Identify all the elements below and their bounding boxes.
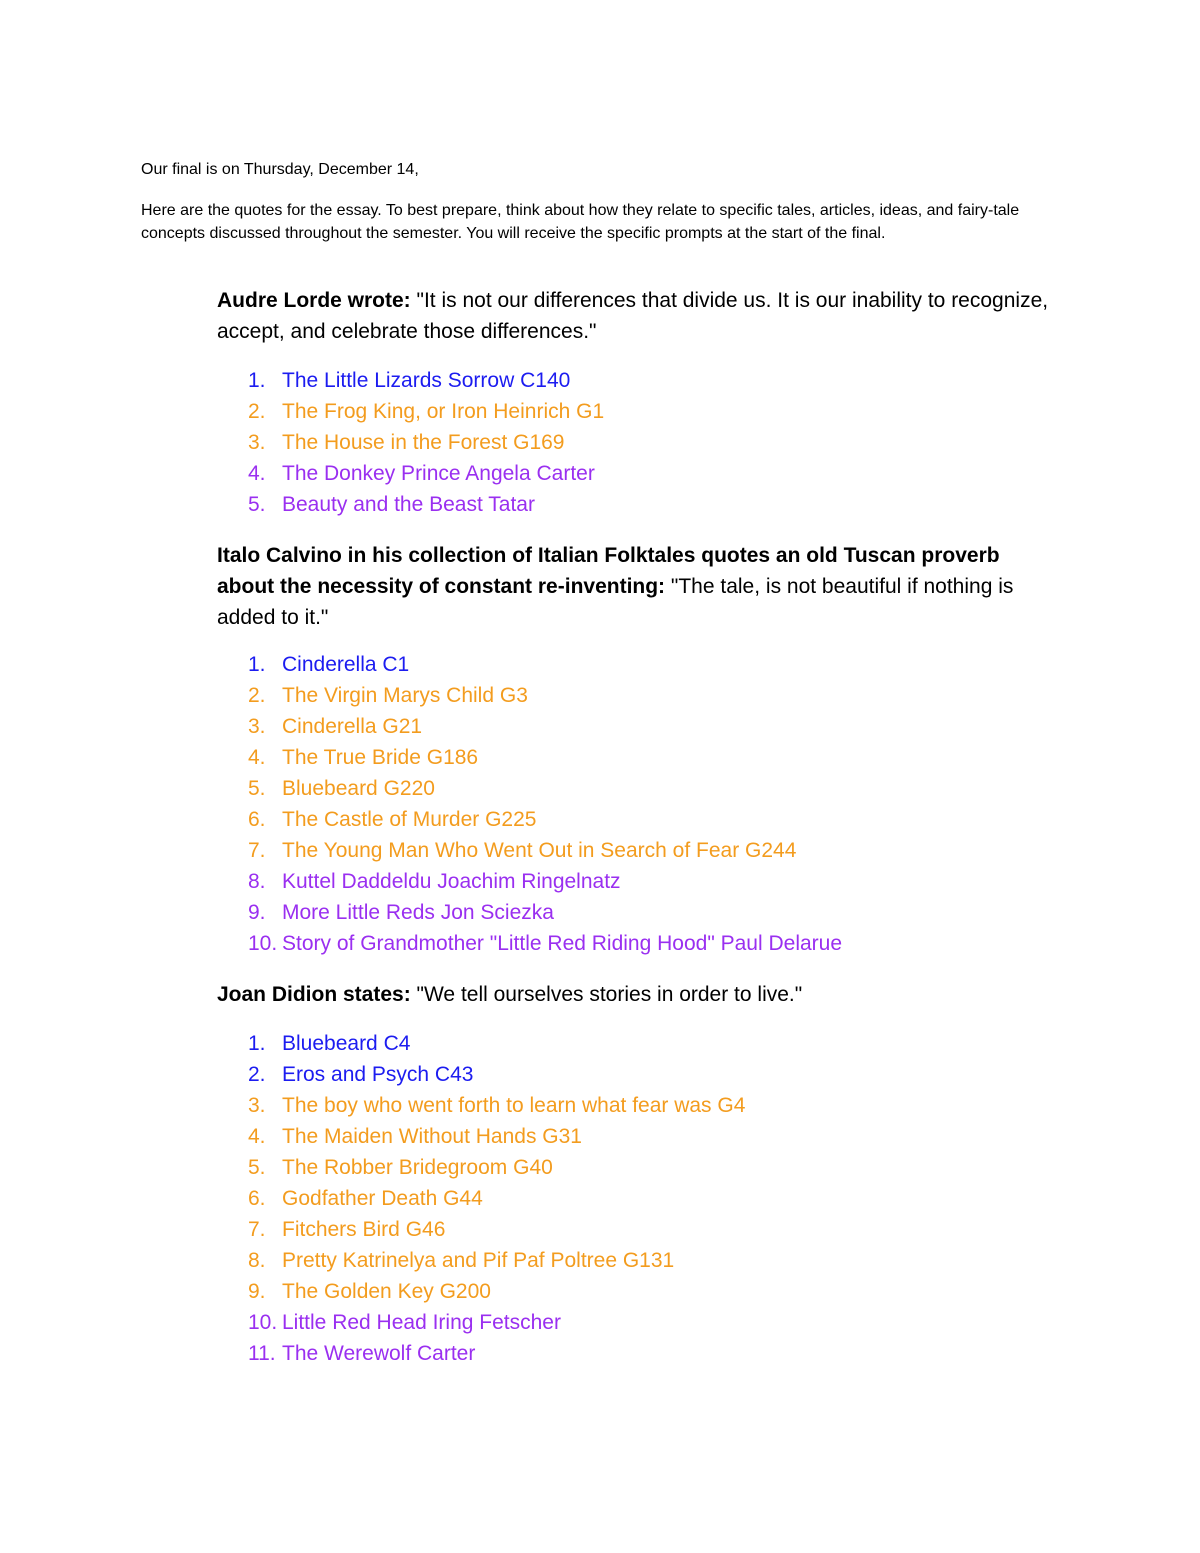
list-item	[217, 835, 1057, 866]
list-item-number: 10.	[248, 932, 278, 955]
list-item	[217, 742, 1057, 773]
list-item	[217, 1338, 1057, 1369]
list-item-number: 1.	[248, 1032, 266, 1055]
list-item-title: The Robber Bridegroom G40	[282, 1156, 553, 1179]
quote-section-didion	[217, 979, 1057, 1369]
list-item-number: 10.	[248, 1311, 278, 1334]
list-item-title: The Golden Key G200	[282, 1280, 491, 1303]
list-item-title: Cinderella C1	[282, 653, 410, 676]
list-item-number: 3.	[248, 431, 266, 454]
list-item-number: 4.	[248, 1125, 266, 1148]
list-item-title: The Maiden Without Hands G31	[282, 1125, 582, 1148]
tale-list	[217, 1028, 1057, 1369]
list-item-number: 6.	[248, 1187, 266, 1210]
list-item	[217, 365, 1057, 396]
quote-paragraph	[217, 979, 1057, 1010]
list-item-title: Pretty Katrinelya and Pif Paf Poltree G131	[282, 1249, 675, 1272]
list-item	[217, 458, 1057, 489]
list-item-title: The Little Lizards Sorrow C140	[282, 369, 571, 392]
quote-text: "It is not our differences that divide us. It is our inability to recognize, accept, and celebrate those differences."	[217, 289, 1049, 343]
list-item-title: Little Red Head Iring Fetscher	[282, 1311, 561, 1334]
list-item-number: 7.	[248, 839, 266, 862]
list-item-title: Godfather Death G44	[282, 1187, 483, 1210]
list-item	[217, 1152, 1057, 1183]
list-item	[217, 1121, 1057, 1152]
list-item-title: Bluebeard C4	[282, 1032, 411, 1055]
list-item	[217, 1028, 1057, 1059]
list-item-number: 2.	[248, 1063, 266, 1086]
quote-text: "The tale, is not beautiful if nothing is added to it."	[217, 575, 1014, 629]
list-item	[217, 680, 1057, 711]
list-item-title: The Donkey Prince Angela Carter	[282, 462, 595, 485]
list-item	[217, 897, 1057, 928]
list-item-number: 4.	[248, 462, 266, 485]
list-item-number: 9.	[248, 901, 266, 924]
quote-section-calvino	[217, 540, 1057, 959]
list-item-title: More Little Reds Jon Sciezka	[282, 901, 554, 924]
list-item	[217, 1214, 1057, 1245]
list-item-title: The boy who went forth to learn what fear was G4	[282, 1094, 746, 1117]
list-item	[217, 711, 1057, 742]
list-item	[217, 1307, 1057, 1338]
list-item-title: The House in the Forest G169	[282, 431, 565, 454]
list-item	[217, 427, 1057, 458]
list-item-title: Kuttel Daddeldu Joachim Ringelnatz	[282, 870, 621, 893]
list-item-title: The True Bride G186	[282, 746, 479, 769]
list-item-number: 9.	[248, 1280, 266, 1303]
list-item-title: The Virgin Marys Child G3	[282, 684, 528, 707]
tale-list	[217, 649, 1057, 959]
list-item-number: 3.	[248, 1094, 266, 1117]
quote-author-lead: Italo Calvino in his collection of Italian Folktales quotes an old Tuscan proverb about the necessity of constant re-inventing:	[217, 544, 1000, 598]
intro-paragraph: Here are the quotes for the essay. To best prepare, think about how they relate to specific tales, articles, ideas, and fairy-tale concepts discussed throughout the semester. You will receive the specific prompts at the start of the final.	[141, 202, 1020, 242]
list-item-number: 7.	[248, 1218, 266, 1241]
list-item-number: 5.	[248, 493, 266, 516]
list-item-number: 1.	[248, 653, 266, 676]
list-item-title: Fitchers Bird G46	[282, 1218, 446, 1241]
list-item-number: 1.	[248, 369, 266, 392]
list-item-number: 3.	[248, 715, 266, 738]
list-item-title: Bluebeard G220	[282, 777, 435, 800]
quote-author-lead: Joan Didion states:	[217, 983, 411, 1006]
list-item-number: 8.	[248, 870, 266, 893]
list-item-number: 6.	[248, 808, 266, 831]
list-item	[217, 1059, 1057, 1090]
list-item-number: 11.	[248, 1342, 276, 1365]
list-item-title: Story of Grandmother "Little Red Riding Hood" Paul Delarue	[282, 932, 843, 955]
list-item	[217, 1245, 1057, 1276]
list-item	[217, 489, 1057, 520]
list-item-number: 2.	[248, 400, 266, 423]
tale-list	[217, 365, 1057, 520]
list-item	[217, 1183, 1057, 1214]
list-item-number: 4.	[248, 746, 266, 769]
list-item-number: 8.	[248, 1249, 266, 1272]
list-item	[217, 866, 1057, 897]
list-item-number: 5.	[248, 1156, 266, 1179]
list-item	[217, 396, 1057, 427]
list-item	[217, 773, 1057, 804]
list-item-title: The Castle of Murder G225	[282, 808, 537, 831]
list-item-title: The Werewolf Carter	[282, 1342, 476, 1365]
list-item-title: Eros and Psych C43	[282, 1063, 474, 1086]
list-item	[217, 649, 1057, 680]
list-item-title: The Frog King, or Iron Heinrich G1	[282, 400, 605, 423]
quote-paragraph	[217, 285, 1057, 347]
list-item-title: Cinderella G21	[282, 715, 423, 738]
list-item	[217, 1276, 1057, 1307]
list-item	[217, 804, 1057, 835]
quote-author-lead: Audre Lorde wrote:	[217, 289, 411, 312]
quote-section-lorde	[217, 285, 1057, 520]
final-date-line: Our final is on Thursday, December 14,	[141, 161, 419, 178]
quote-paragraph	[217, 540, 1057, 633]
list-item-number: 5.	[248, 777, 266, 800]
list-item-number: 2.	[248, 684, 266, 707]
list-item	[217, 928, 1057, 959]
list-item	[217, 1090, 1057, 1121]
list-item-title: Beauty and the Beast Tatar	[282, 493, 535, 516]
quote-text: "We tell ourselves stories in order to live."	[410, 983, 803, 1006]
list-item-title: The Young Man Who Went Out in Search of Fear G244	[282, 839, 797, 862]
